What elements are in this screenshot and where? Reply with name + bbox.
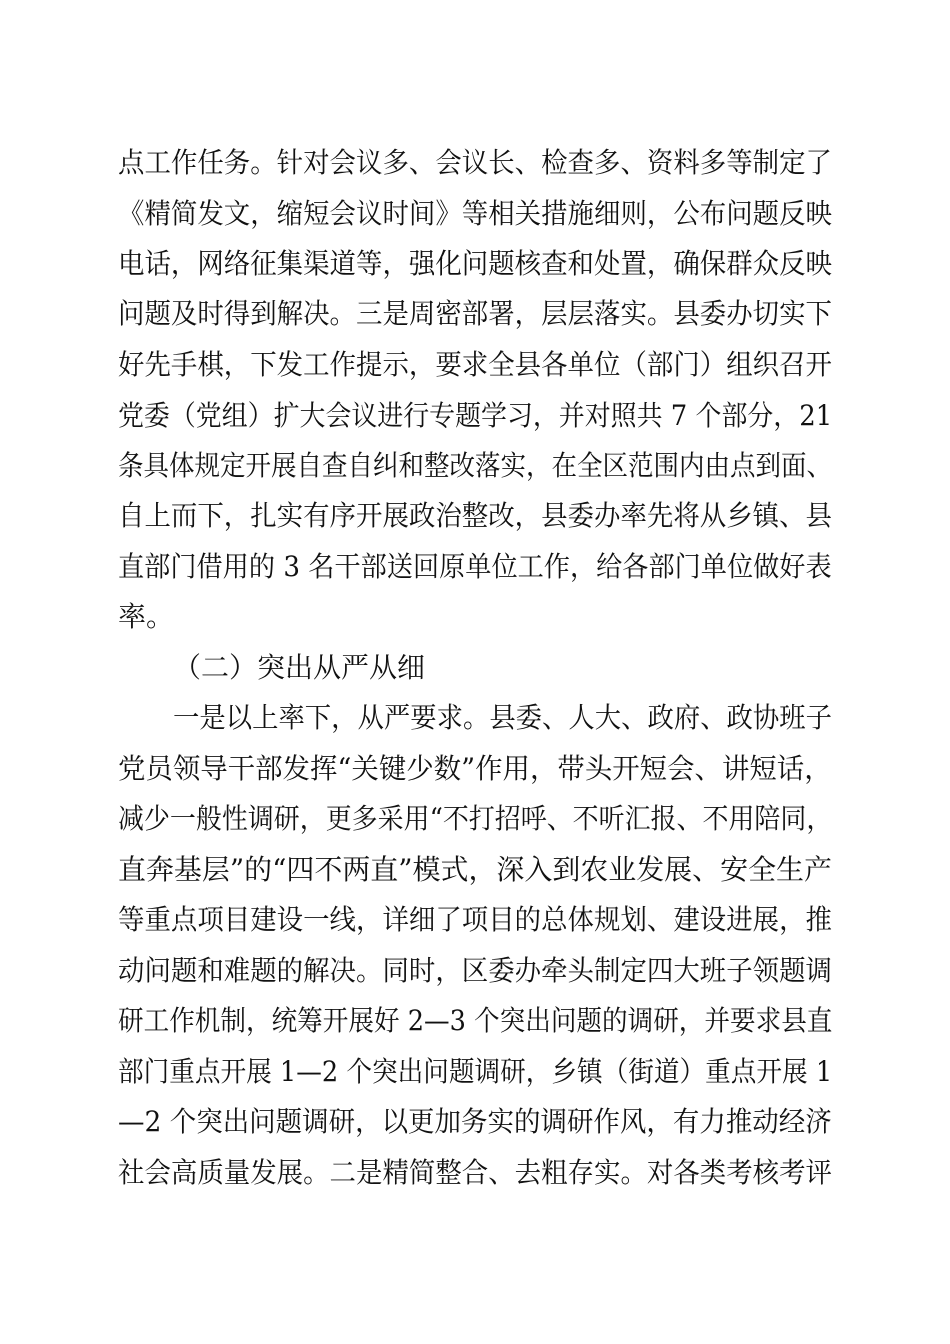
paragraph-line: 研工作机制，统筹开展好 2—3 个突出问题的调研，并要求县直 <box>118 1004 833 1037</box>
paragraph-line: 《精简发文，缩短会议时间》等相关措施细则，公布问题反映 <box>118 197 833 230</box>
paragraph-line: 问题及时得到解决。三是周密部署，层层落实。县委办切实下 <box>118 297 833 330</box>
paragraph-line: 动问题和难题的解决。同时，区委办牵头制定四大班子领题调 <box>118 954 833 987</box>
paragraph-line: 率。 <box>118 600 175 633</box>
paragraph-line: 条具体规定开展自查自纠和整改落实，在全区范围内由点到面、 <box>118 449 833 482</box>
paragraph-line: 一是以上率下，从严要求。县委、人大、政府、政协班子 <box>173 701 833 734</box>
section-heading: （二）突出从严从细 <box>173 651 426 684</box>
paragraph-line: 部门重点开展 1—2 个突出问题调研，乡镇（街道）重点开展 1 <box>118 1055 833 1088</box>
paragraph-line: —2 个突出问题调研，以更加务实的调研作风，有力推动经济 <box>118 1105 832 1138</box>
paragraph-line: 党委（党组）扩大会议进行专题学习，并对照共 7 个部分，21 <box>118 399 833 432</box>
paragraph-line: 党员领导干部发挥“关键少数”作用，带头开短会、讲短话， <box>118 752 832 785</box>
paragraph-line: 直部门借用的 3 名干部送回原单位工作，给各部门单位做好表 <box>118 550 832 583</box>
paragraph-line: 直奔基层”的“四不两直”模式，深入到农业发展、安全生产 <box>118 853 832 886</box>
paragraph-line: 好先手棋，下发工作提示，要求全县各单位（部门）组织召开 <box>118 348 833 381</box>
paragraph-line: 电话，网络征集渠道等，强化问题核查和处置，确保群众反映 <box>118 247 833 280</box>
paragraph-line: 自上而下，扎实有序开展政治整改，县委办率先将从乡镇、县 <box>118 499 833 532</box>
paragraph-line: 等重点项目建设一线，详细了项目的总体规划、建设进展，推 <box>118 903 833 936</box>
paragraph-line: 社会高质量发展。二是精简整合、去粗存实。对各类考核考评 <box>118 1156 833 1189</box>
paragraph-line: 减少一般性调研，更多采用“不打招呼、不听汇报、不用陪同， <box>118 802 833 835</box>
paragraph-line: 点工作任务。针对会议多、会议长、检查多、资料多等制定了 <box>118 146 833 179</box>
